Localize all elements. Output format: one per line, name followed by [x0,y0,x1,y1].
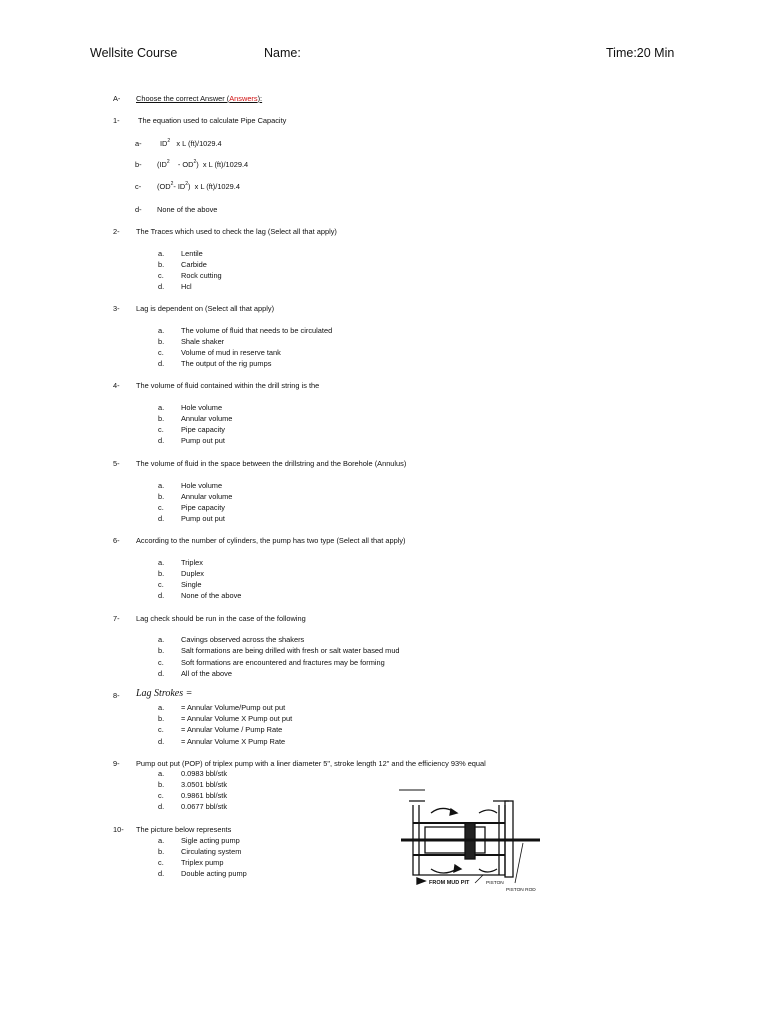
option-letter: a. [158,558,165,567]
option-letter: d. [158,591,165,600]
option-letter: c. [158,791,164,800]
option-letter: c. [158,725,164,734]
option-text: ($OD^2-$ $ID^2$) x L (ft)/1029.4 [157,181,240,191]
question-text: The equation used to calculate Pipe Capacity [138,116,287,125]
option-letter: b. [158,492,165,501]
question-text: The volume of fluid contained within the drill string is the [136,381,320,390]
option-text: None of the above [181,591,242,600]
option-text: = Annular Volume X Pump Rate [181,737,286,746]
label-piston-rod: PISTON ROD [506,888,536,893]
section-title: Choose the correct Answer (Answers): [136,94,263,103]
option-text: Pump out put [181,514,225,523]
time-label: Time:20 Min [606,46,675,60]
option-letter: a. [158,403,165,412]
question-text: Lag check should be run in the case of the following [136,614,306,623]
option-letter: b. [158,414,165,423]
option-letter: a. [158,326,165,335]
option-text: 0.9861 bbl/stk [181,791,228,800]
question-number: 7- [113,614,120,623]
option-text: 0.0983 bbl/stk [181,769,228,778]
option-letter: c- [135,182,142,191]
question-text: Lag Strokes = [136,688,193,699]
option-letter: a. [158,836,165,845]
question-number: 1- [113,116,120,125]
option-text: = Annular Volume X Pump out put [181,714,293,723]
question-number: 3- [113,304,120,313]
option-text: $ID^2$ x L (ft)/1029.4 [160,138,222,148]
option-letter: a- [135,139,142,148]
double-acting-pump-figure [395,783,545,898]
option-letter: c. [158,425,164,434]
option-text: Lentile [181,249,203,258]
section-letter: A- [113,94,121,103]
option-text: Annular volume [181,492,233,501]
option-letter: b. [158,780,165,789]
question-number: 9- [113,759,120,768]
option-text: Pipe capacity [181,425,225,434]
question-text: The Traces which used to check the lag (Select all that apply) [136,227,337,236]
option-letter: a. [158,769,165,778]
option-text: Triplex [181,558,203,567]
option-text: All of the above [181,669,232,678]
question-text: The picture below represents [136,825,232,834]
option-text: Duplex [181,569,205,578]
option-text: Rock cutting [181,271,222,280]
option-letter: a. [158,635,165,644]
option-text: Triplex pump [181,858,224,867]
question-text: Lag is dependent on (Select all that apply) [136,304,275,313]
option-text: = Annular Volume/Pump out put [181,703,286,712]
option-text: Double acting pump [181,869,247,878]
option-letter: d- [135,205,142,214]
option-text: Circulating system [181,847,242,856]
question-number: 5- [113,459,120,468]
question-number: 2- [113,227,120,236]
option-letter: c. [158,858,164,867]
option-text: Annular volume [181,414,233,423]
option-text: Shale shaker [181,337,225,346]
option-letter: d. [158,359,165,368]
option-text: Carbide [181,260,207,269]
option-letter: a. [158,481,165,490]
course-title: Wellsite Course [90,46,178,60]
option-letter: c. [158,658,164,667]
option-letter: b. [158,646,165,655]
option-text: Pump out put [181,436,225,445]
name-label: Name: [264,46,301,60]
question-text: According to the number of cylinders, the pump has two type (Select all that apply) [136,536,406,545]
option-letter: c. [158,503,164,512]
option-text: Volume of mud in reserve tank [181,348,281,357]
question-text: Pump out put (POP) of triplex pump with a liner diameter 5", stroke length 12" and the efficiency 93% equal [136,759,486,768]
option-text: None of the above [157,205,218,214]
option-text: 3.0501 bbl/stk [181,780,228,789]
question-text: The volume of fluid in the space between the drillstring and the Borehole (Annulus) [136,459,407,468]
question-number: 8- [113,691,120,700]
option-letter: a. [158,703,165,712]
option-text: 0.0677 bbl/stk [181,802,228,811]
option-text: Cavings observed across the shakers [181,635,305,644]
option-text: ($ID^2$ - $OD^2$) x L (ft)/1029.4 [157,159,249,169]
option-letter: d. [158,282,165,291]
option-letter: b. [158,260,165,269]
option-text: Pipe capacity [181,503,225,512]
option-letter: d. [158,869,165,878]
option-letter: d. [158,436,165,445]
option-text: Single [181,580,202,589]
question-number: 10- [113,825,124,834]
question-number: 4- [113,381,120,390]
option-text: Hole volume [181,403,223,412]
option-text: Hole volume [181,481,223,490]
option-letter: b. [158,714,165,723]
option-text: The output of the rig pumps [181,359,272,368]
option-letter: a. [158,249,165,258]
label-from-mud-pit: FROM MUD PIT [429,880,470,886]
option-text: The volume of fluid that needs to be circulated [181,326,333,335]
question-number: 6- [113,536,120,545]
option-letter: c. [158,348,164,357]
pump-drawing [399,790,540,884]
option-text: Salt formations are being drilled with fresh or salt water based mud [181,646,400,655]
option-text: Soft formations are encountered and fractures may be forming [181,658,385,667]
option-letter: b. [158,569,165,578]
option-letter: d. [158,802,165,811]
option-letter: b- [135,160,142,169]
option-letter: d. [158,669,165,678]
label-piston: PISTON [486,881,504,886]
option-letter: d. [158,737,165,746]
option-text: Sigle acting pump [181,836,240,845]
option-letter: b. [158,337,165,346]
option-letter: c. [158,580,164,589]
option-letter: c. [158,271,164,280]
option-letter: d. [158,514,165,523]
option-letter: b. [158,847,165,856]
option-text: Hcl [181,282,192,291]
option-text: = Annular Volume / Pump Rate [181,725,283,734]
